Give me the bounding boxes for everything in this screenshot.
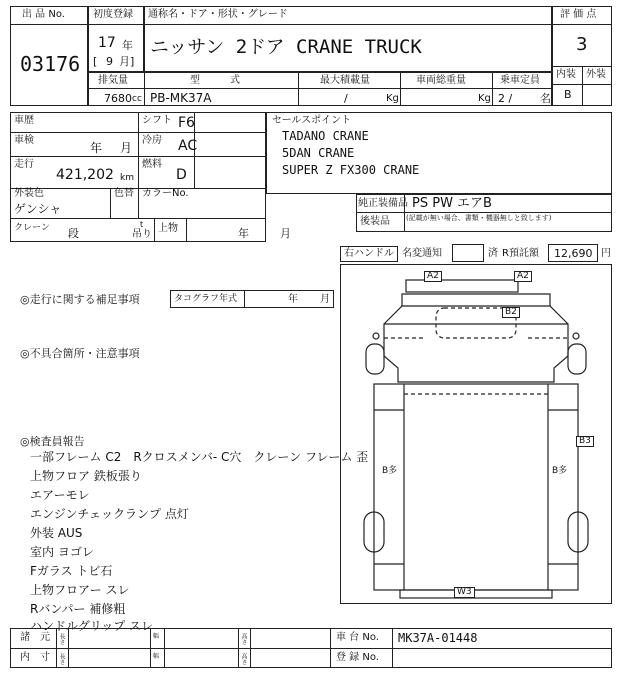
height-label: 高さ [240, 653, 247, 665]
r-prev-label: R預託額 [502, 248, 539, 259]
inspector-line: 外装 AUS [30, 526, 83, 540]
capacity-label: 乗車定員 [500, 75, 540, 86]
kg-unit-2: Kg [478, 93, 491, 104]
loading-month: 月 [280, 227, 291, 240]
lot-no-label: 出 品 No. [22, 9, 65, 20]
lot-no: 03176 [20, 52, 81, 76]
first-reg-label: 初度登録 [93, 9, 133, 20]
genuine-value: PS PW エアB [412, 196, 492, 211]
width-label: 幅 [153, 633, 160, 640]
inspector-label: ◎検査員報告 [20, 435, 85, 448]
aftermarket-note: (記載が無い場合、書類・機器無しと致します) [406, 214, 552, 222]
model-label: 型 式 [190, 75, 240, 86]
capacity-value: 2 / [498, 92, 513, 105]
tachograph-label: タコグラフ年式 [174, 294, 238, 304]
inspector-line: エンジンチェックランプ 点灯 [30, 507, 189, 521]
sales-point-2: 5DAN CRANE [282, 146, 355, 160]
interior-grade: B [564, 88, 572, 101]
gross-weight-label: 車両総重量 [416, 75, 466, 86]
first-reg-year: 17 [98, 35, 116, 51]
truck-diagram [340, 264, 612, 604]
exterior-label: 外装 [586, 69, 606, 80]
chassis-no: MK37A-01448 [398, 631, 478, 645]
ac-label: 冷房 [142, 135, 162, 146]
length-label: 長さ [58, 633, 65, 645]
displacement-label: 排気量 [98, 75, 128, 86]
fuel-value: D [176, 167, 187, 183]
shift-value: F6 [178, 115, 195, 131]
meter-change-label: 名変通知 [402, 248, 442, 259]
inspector-line: 一部フレーム C2 Rクロスメンバ- C穴 クレーン フレーム 歪 [30, 450, 369, 464]
mileage-value: 421,202 [56, 167, 114, 183]
sales-point-3: SUPER Z FX300 CRANE [282, 163, 420, 177]
inspection-month: 月 [120, 141, 133, 155]
crane-stage: 段 [68, 227, 79, 240]
damage-mark: A2 [514, 271, 532, 282]
displacement-value: 7680 [104, 92, 132, 105]
aftermarket-label: 後装品 [360, 216, 390, 227]
genuine-label: 純正装備品 [358, 198, 408, 209]
ac-value: AC [178, 138, 198, 154]
km-unit: km [120, 173, 134, 183]
meter-change-box [452, 244, 484, 262]
color-no-label: カラーNo. [142, 188, 189, 199]
height-label: 高さ [240, 633, 247, 645]
inspector-line: Fガラス トビ石 [30, 564, 113, 578]
inspector-line: ハンドルグリップ スレ [30, 619, 154, 633]
crane-label: クレーン [14, 223, 50, 233]
crane-hoist: 吊り [132, 229, 152, 240]
inspection-label: 車検 [14, 135, 34, 146]
month-open: [ [93, 55, 98, 68]
kg-unit-1: Kg [386, 93, 399, 104]
fuel-label: 燃料 [142, 159, 162, 170]
inspector-line: 上物フロアー スレ [30, 583, 130, 597]
inspector-line: 室内 ヨゴレ [30, 545, 94, 559]
year-unit: 年 [122, 39, 133, 52]
length-label: 長さ [58, 653, 65, 665]
loading-label: 上物 [158, 223, 178, 234]
damage-mark: W3 [454, 587, 475, 598]
crane-ton: t [140, 220, 144, 229]
damage-mark: B多 [382, 466, 398, 476]
inspector-line: Rバンパー 補修粗 [30, 602, 126, 616]
reg-label: 登 録 No. [336, 652, 379, 663]
history-label: 車歴 [14, 115, 34, 126]
damage-mark: B多 [552, 466, 568, 476]
damage-mark: B2 [502, 307, 520, 318]
tachograph-month: 月 [320, 294, 330, 305]
ext-color-label: 外装色 [14, 188, 44, 199]
tachograph-year: 年 [288, 294, 298, 305]
vehicle-label: 通称名・ドア・形状・グレード [148, 9, 288, 20]
model-value: PB-MK37A [150, 91, 212, 105]
damage-mark: B3 [576, 436, 594, 447]
sales-point-1: TADANO CRANE [282, 129, 369, 143]
interior-label: 内装 [556, 69, 576, 80]
max-load-slash: / [344, 92, 348, 105]
mileage-label: 走行 [14, 159, 34, 170]
inner-dims-label: 内 寸 [20, 652, 50, 663]
loading-year: 年 [238, 227, 249, 240]
rating-label: 評 価 点 [560, 9, 597, 20]
damage-mark: A2 [424, 271, 442, 282]
specs-row-label: 諸 元 [20, 632, 50, 643]
inspector-line: エアーモレ [30, 488, 90, 502]
driving-notes-label: ◎走行に関する補足事項 [20, 293, 140, 306]
width-label: 幅 [153, 653, 160, 660]
first-reg-month: 9 [106, 55, 113, 68]
inspection-year: 年 [90, 141, 103, 155]
r-amount: 12,690 [554, 247, 593, 260]
defects-label: ◎不具合箇所・注意事項 [20, 347, 140, 360]
right-hand-label: 右ハンドル [344, 248, 394, 259]
sales-points-label: セールスポイント [272, 115, 352, 126]
shift-label: シフト [142, 115, 172, 126]
inspector-line: 上物フロア 鉄板張り [30, 469, 142, 483]
month-unit: 月] [119, 55, 135, 68]
cc-unit: cc [132, 94, 142, 104]
capacity-unit: 名 [540, 92, 551, 105]
yen-unit: 円 [601, 248, 611, 259]
rating-value: 3 [576, 34, 588, 55]
color-change-label: 色替 [114, 188, 134, 199]
overdue-label: 済 [488, 248, 498, 259]
chassis-label: 車 台 No. [336, 632, 379, 643]
ext-color-value: ゲンシャ [14, 202, 62, 216]
max-load-label: 最大積載量 [320, 75, 370, 86]
vehicle-name: ニッサン 2ドア CRANE TRUCK [150, 36, 422, 58]
